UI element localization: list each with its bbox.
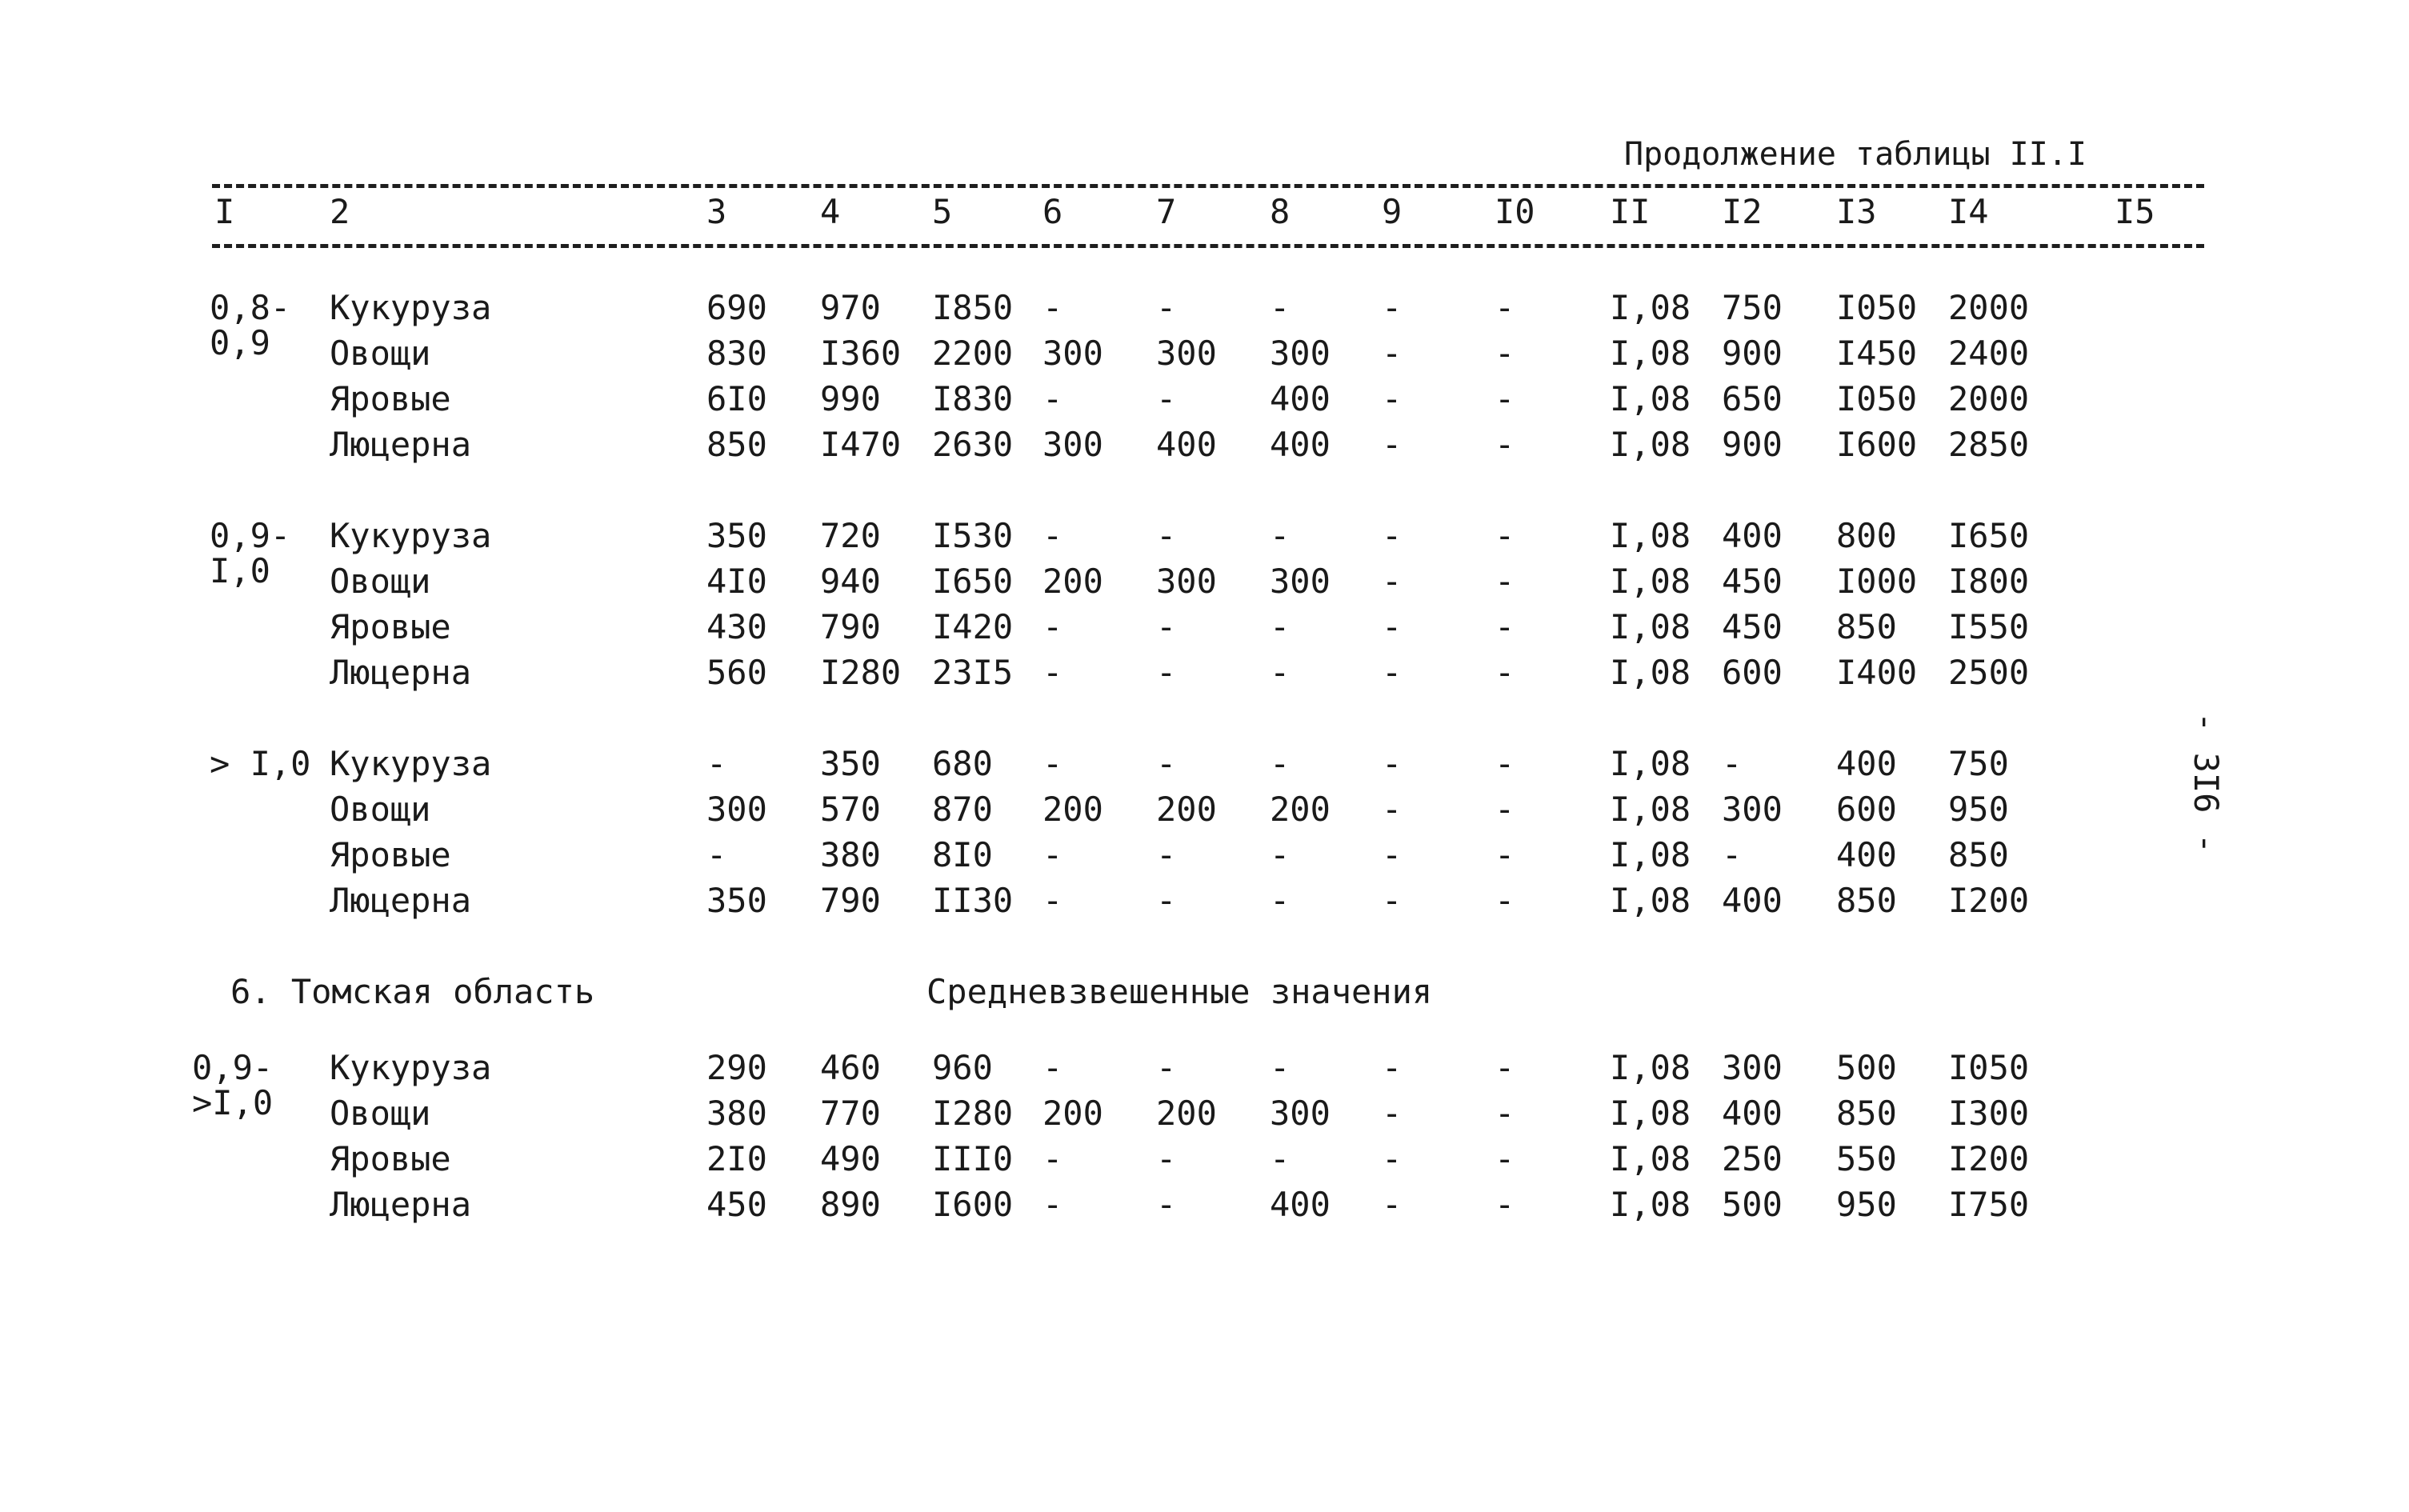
table-cell: I,08 bbox=[1610, 288, 1691, 327]
table-cell: I,08 bbox=[1610, 835, 1691, 874]
table-cell: 400 bbox=[1156, 425, 1217, 464]
table-cell: 200 bbox=[1156, 790, 1217, 829]
table-cell: - bbox=[1156, 653, 1177, 692]
table-cell: 300 bbox=[1270, 334, 1331, 373]
table-cell: 850 bbox=[1836, 881, 1897, 920]
crop-name: Люцерна bbox=[330, 1185, 472, 1224]
table-cell: - bbox=[1270, 653, 1291, 692]
table-cell: 200 bbox=[1156, 1094, 1217, 1133]
table-cell: - bbox=[1495, 288, 1515, 327]
table-cell: - bbox=[1722, 744, 1743, 783]
table-cell: - bbox=[1270, 881, 1291, 920]
table-cell: 4I0 bbox=[706, 562, 767, 601]
table-cell: 940 bbox=[820, 562, 881, 601]
table-cell: I450 bbox=[1836, 334, 1918, 373]
table-cell: - bbox=[1382, 1094, 1403, 1133]
crop-name: Кукуруза bbox=[330, 516, 492, 555]
range-label: >I,0 bbox=[192, 1083, 274, 1122]
table-cell: - bbox=[1042, 1185, 1063, 1224]
table-cell: - bbox=[1156, 1139, 1177, 1178]
range-label: > I,0 bbox=[210, 744, 311, 783]
crop-name: Яровые bbox=[330, 835, 451, 874]
table-cell: 550 bbox=[1836, 1139, 1897, 1178]
table-cell: - bbox=[1156, 607, 1177, 646]
range-label: 0,9 bbox=[210, 323, 270, 362]
table-cell: 200 bbox=[1042, 562, 1103, 601]
table-cell: - bbox=[1042, 516, 1063, 555]
table-cell: 400 bbox=[1270, 425, 1331, 464]
table-cell: 770 bbox=[820, 1094, 881, 1133]
range-label: 0,8- bbox=[210, 288, 291, 327]
table-cell: - bbox=[1495, 1139, 1515, 1178]
table-cell: 380 bbox=[820, 835, 881, 874]
crop-name: Овощи bbox=[330, 562, 431, 601]
table-cell: - bbox=[1270, 835, 1291, 874]
table-cell: I600 bbox=[1836, 425, 1918, 464]
table-cell: 430 bbox=[706, 607, 767, 646]
table-cell: 400 bbox=[1270, 1185, 1331, 1224]
table-cell: 950 bbox=[1948, 790, 2009, 829]
table-cell: - bbox=[1382, 334, 1403, 373]
table-cell: - bbox=[1156, 516, 1177, 555]
table-cell: I,08 bbox=[1610, 653, 1691, 692]
table-cell: 2200 bbox=[932, 334, 1014, 373]
table-cell: 250 bbox=[1722, 1139, 1783, 1178]
table-cell: - bbox=[1495, 1094, 1515, 1133]
table-cell: - bbox=[1042, 835, 1063, 874]
table-cell: - bbox=[1382, 288, 1403, 327]
table-cell: 790 bbox=[820, 881, 881, 920]
table-cell: I470 bbox=[820, 425, 902, 464]
table-cell: - bbox=[1270, 1048, 1291, 1087]
table-cell: 300 bbox=[1270, 1094, 1331, 1133]
table-cell: 300 bbox=[1722, 790, 1783, 829]
table-cell: - bbox=[1270, 288, 1291, 327]
table-cell: I000 bbox=[1836, 562, 1918, 601]
table-cell: - bbox=[1382, 881, 1403, 920]
table-cell: - bbox=[1382, 562, 1403, 601]
table-cell: I400 bbox=[1836, 653, 1918, 692]
range-label: I,0 bbox=[210, 551, 270, 590]
crop-name: Яровые bbox=[330, 1139, 451, 1178]
table-cell: 850 bbox=[706, 425, 767, 464]
table-cell: - bbox=[1270, 607, 1291, 646]
table-cell: I,08 bbox=[1610, 562, 1691, 601]
table-cell: - bbox=[1156, 1185, 1177, 1224]
table-cell: 680 bbox=[932, 744, 993, 783]
table-cell: 2500 bbox=[1948, 653, 2030, 692]
table-cell: - bbox=[1495, 379, 1515, 418]
table-cell: 830 bbox=[706, 334, 767, 373]
table-cell: 2850 bbox=[1948, 425, 2030, 464]
table-cell: 750 bbox=[1722, 288, 1783, 327]
table-cell: 300 bbox=[1156, 334, 1217, 373]
table-cell: - bbox=[1042, 1048, 1063, 1087]
table-cell: - bbox=[1156, 379, 1177, 418]
crop-name: Люцерна bbox=[330, 425, 472, 464]
table-cell: I050 bbox=[1836, 379, 1918, 418]
table-cell: 900 bbox=[1722, 425, 1783, 464]
table-cell: - bbox=[1495, 790, 1515, 829]
column-header: 5 bbox=[932, 192, 953, 231]
table-cell: 650 bbox=[1722, 379, 1783, 418]
table-cell: I200 bbox=[1948, 1139, 2030, 1178]
crop-name: Люцерна bbox=[330, 881, 472, 920]
column-header: I2 bbox=[1722, 192, 1763, 231]
table-cell: I650 bbox=[932, 562, 1014, 601]
table-cell: I,08 bbox=[1610, 1185, 1691, 1224]
table-cell: - bbox=[1495, 334, 1515, 373]
table-cell: 400 bbox=[1836, 744, 1897, 783]
table-cell: 300 bbox=[706, 790, 767, 829]
table-cell: 850 bbox=[1836, 607, 1897, 646]
table-cell: - bbox=[1270, 516, 1291, 555]
table-cell: 900 bbox=[1722, 334, 1783, 373]
table-cell: 890 bbox=[820, 1185, 881, 1224]
table-cell: - bbox=[1042, 881, 1063, 920]
crop-name: Яровые bbox=[330, 379, 451, 418]
table-cell: I,08 bbox=[1610, 790, 1691, 829]
table-cell: - bbox=[1042, 607, 1063, 646]
table-cell: - bbox=[1382, 607, 1403, 646]
crop-name: Овощи bbox=[330, 1094, 431, 1133]
table-cell: 400 bbox=[1270, 379, 1331, 418]
table-cell: - bbox=[1382, 1185, 1403, 1224]
table-cell: I,08 bbox=[1610, 881, 1691, 920]
table-cell: - bbox=[1495, 653, 1515, 692]
table-cell: I,08 bbox=[1610, 1048, 1691, 1087]
table-cell: - bbox=[1495, 516, 1515, 555]
column-header: 2 bbox=[330, 192, 350, 231]
table-cell: 490 bbox=[820, 1139, 881, 1178]
column-header: 9 bbox=[1382, 192, 1403, 231]
table-cell: 600 bbox=[1722, 653, 1783, 692]
page-number: - 3I6 - bbox=[2187, 712, 2226, 854]
table-cell: - bbox=[1042, 1139, 1063, 1178]
column-header: I4 bbox=[1948, 192, 1989, 231]
table-cell: - bbox=[1156, 881, 1177, 920]
table-cell: 600 bbox=[1836, 790, 1897, 829]
table-cell: 970 bbox=[820, 288, 881, 327]
table-cell: 380 bbox=[706, 1094, 767, 1133]
table-cell: I830 bbox=[932, 379, 1014, 418]
crop-name: Яровые bbox=[330, 607, 451, 646]
table-cell: 750 bbox=[1948, 744, 2009, 783]
table-cell: 300 bbox=[1042, 425, 1103, 464]
column-header: 3 bbox=[706, 192, 727, 231]
table-cell: I,08 bbox=[1610, 379, 1691, 418]
table-cell: - bbox=[1042, 653, 1063, 692]
table-cell: I800 bbox=[1948, 562, 2030, 601]
table-cell: 990 bbox=[820, 379, 881, 418]
column-header: II bbox=[1610, 192, 1651, 231]
table-cell: - bbox=[1382, 1048, 1403, 1087]
table-cell: - bbox=[1382, 744, 1403, 783]
crop-name: Овощи bbox=[330, 334, 431, 373]
column-header: I5 bbox=[2115, 192, 2155, 231]
table-cell: 450 bbox=[1722, 607, 1783, 646]
column-header: 4 bbox=[820, 192, 841, 231]
table-cell: 300 bbox=[1156, 562, 1217, 601]
table-cell: 2000 bbox=[1948, 288, 2030, 327]
table-cell: I280 bbox=[932, 1094, 1014, 1133]
table-cell: I360 bbox=[820, 334, 902, 373]
table-cell: 720 bbox=[820, 516, 881, 555]
table-cell: I550 bbox=[1948, 607, 2030, 646]
table-cell: 400 bbox=[1722, 1094, 1783, 1133]
table-cell: I050 bbox=[1948, 1048, 2030, 1087]
table-cell: I,08 bbox=[1610, 607, 1691, 646]
table-cell: - bbox=[1382, 835, 1403, 874]
table-cell: 2400 bbox=[1948, 334, 2030, 373]
range-label: 0,9- bbox=[210, 516, 291, 555]
table-cell: 960 bbox=[932, 1048, 993, 1087]
table-cell: I650 bbox=[1948, 516, 2030, 555]
table-cell: 300 bbox=[1722, 1048, 1783, 1087]
table-cell: 450 bbox=[1722, 562, 1783, 601]
table-cell: 450 bbox=[706, 1185, 767, 1224]
table-cell: I,08 bbox=[1610, 744, 1691, 783]
table-cell: - bbox=[706, 744, 727, 783]
table-cell: I420 bbox=[932, 607, 1014, 646]
table-cell: - bbox=[1156, 288, 1177, 327]
section-title: 6. Томская область bbox=[230, 972, 595, 1011]
table-cell: 290 bbox=[706, 1048, 767, 1087]
section-note: Средневзвешенные значения bbox=[926, 972, 1433, 1011]
table-cell: III0 bbox=[932, 1139, 1014, 1178]
table-cell: - bbox=[1270, 1139, 1291, 1178]
column-header: 6 bbox=[1042, 192, 1063, 231]
table-cell: I300 bbox=[1948, 1094, 2030, 1133]
table-cell: 400 bbox=[1836, 835, 1897, 874]
table-cell: 2I0 bbox=[706, 1139, 767, 1178]
table-cell: - bbox=[1495, 1185, 1515, 1224]
table-cell: 6I0 bbox=[706, 379, 767, 418]
table-cell: - bbox=[1495, 881, 1515, 920]
table-cell: - bbox=[1156, 835, 1177, 874]
table-cell: 350 bbox=[820, 744, 881, 783]
table-cell: I,08 bbox=[1610, 1139, 1691, 1178]
table-cell: 400 bbox=[1722, 516, 1783, 555]
table-cell: 2000 bbox=[1948, 379, 2030, 418]
table-cell: - bbox=[706, 835, 727, 874]
table-cell: - bbox=[1495, 562, 1515, 601]
table-cell: 200 bbox=[1042, 1094, 1103, 1133]
table-cell: II30 bbox=[932, 881, 1014, 920]
crop-name: Кукуруза bbox=[330, 744, 492, 783]
table-cell: - bbox=[1495, 425, 1515, 464]
table-cell: - bbox=[1042, 379, 1063, 418]
table-cell: - bbox=[1156, 744, 1177, 783]
table-cell: 300 bbox=[1270, 562, 1331, 601]
table-cell: - bbox=[1382, 653, 1403, 692]
table-cell: I,08 bbox=[1610, 1094, 1691, 1133]
column-header: I0 bbox=[1495, 192, 1535, 231]
table-cell: I,08 bbox=[1610, 334, 1691, 373]
table-cell: 300 bbox=[1042, 334, 1103, 373]
table-cell: - bbox=[1156, 1048, 1177, 1087]
table-cell: I,08 bbox=[1610, 425, 1691, 464]
crop-name: Кукуруза bbox=[330, 1048, 492, 1087]
table-cell: 350 bbox=[706, 881, 767, 920]
table-cell: - bbox=[1042, 288, 1063, 327]
crop-name: Люцерна bbox=[330, 653, 472, 692]
table-cell: 790 bbox=[820, 607, 881, 646]
table-cell: - bbox=[1382, 379, 1403, 418]
table-cell: - bbox=[1495, 744, 1515, 783]
table-cell: 570 bbox=[820, 790, 881, 829]
table-cell: I200 bbox=[1948, 881, 2030, 920]
table-cell: 950 bbox=[1836, 1185, 1897, 1224]
table-cell: - bbox=[1722, 835, 1743, 874]
column-header: 7 bbox=[1156, 192, 1177, 231]
table-cell: - bbox=[1042, 744, 1063, 783]
table-cell: 200 bbox=[1270, 790, 1331, 829]
table-cell: I530 bbox=[932, 516, 1014, 555]
table-cell: 460 bbox=[820, 1048, 881, 1087]
crop-name: Кукуруза bbox=[330, 288, 492, 327]
dashed-rule bbox=[212, 184, 2204, 188]
table-cell: 400 bbox=[1722, 881, 1783, 920]
table-cell: - bbox=[1495, 1048, 1515, 1087]
table-cell: 800 bbox=[1836, 516, 1897, 555]
dashed-rule bbox=[212, 244, 2204, 248]
table-caption: Продолжение таблицы II.I bbox=[1624, 136, 2087, 173]
table-cell: 850 bbox=[1836, 1094, 1897, 1133]
table-cell: 8I0 bbox=[932, 835, 993, 874]
table-cell: I750 bbox=[1948, 1185, 2030, 1224]
table-cell: I280 bbox=[820, 653, 902, 692]
table-cell: I050 bbox=[1836, 288, 1918, 327]
table-cell: 500 bbox=[1722, 1185, 1783, 1224]
column-header: I bbox=[214, 192, 235, 231]
table-cell: 850 bbox=[1948, 835, 2009, 874]
table-cell: 350 bbox=[706, 516, 767, 555]
range-label: 0,9- bbox=[192, 1048, 274, 1087]
column-header: 8 bbox=[1270, 192, 1291, 231]
table-cell: I,08 bbox=[1610, 516, 1691, 555]
table-cell: 870 bbox=[932, 790, 993, 829]
table-cell: 23I5 bbox=[932, 653, 1014, 692]
table-cell: - bbox=[1382, 1139, 1403, 1178]
table-cell: - bbox=[1382, 790, 1403, 829]
column-header: I3 bbox=[1836, 192, 1877, 231]
table-cell: 500 bbox=[1836, 1048, 1897, 1087]
table-cell: 690 bbox=[706, 288, 767, 327]
table-cell: I850 bbox=[932, 288, 1014, 327]
table-cell: I600 bbox=[932, 1185, 1014, 1224]
table-cell: - bbox=[1382, 425, 1403, 464]
table-cell: - bbox=[1270, 744, 1291, 783]
table-cell: - bbox=[1382, 516, 1403, 555]
table-cell: 560 bbox=[706, 653, 767, 692]
table-cell: 200 bbox=[1042, 790, 1103, 829]
table-cell: - bbox=[1495, 607, 1515, 646]
crop-name: Овощи bbox=[330, 790, 431, 829]
table-cell: 2630 bbox=[932, 425, 1014, 464]
table-cell: - bbox=[1495, 835, 1515, 874]
